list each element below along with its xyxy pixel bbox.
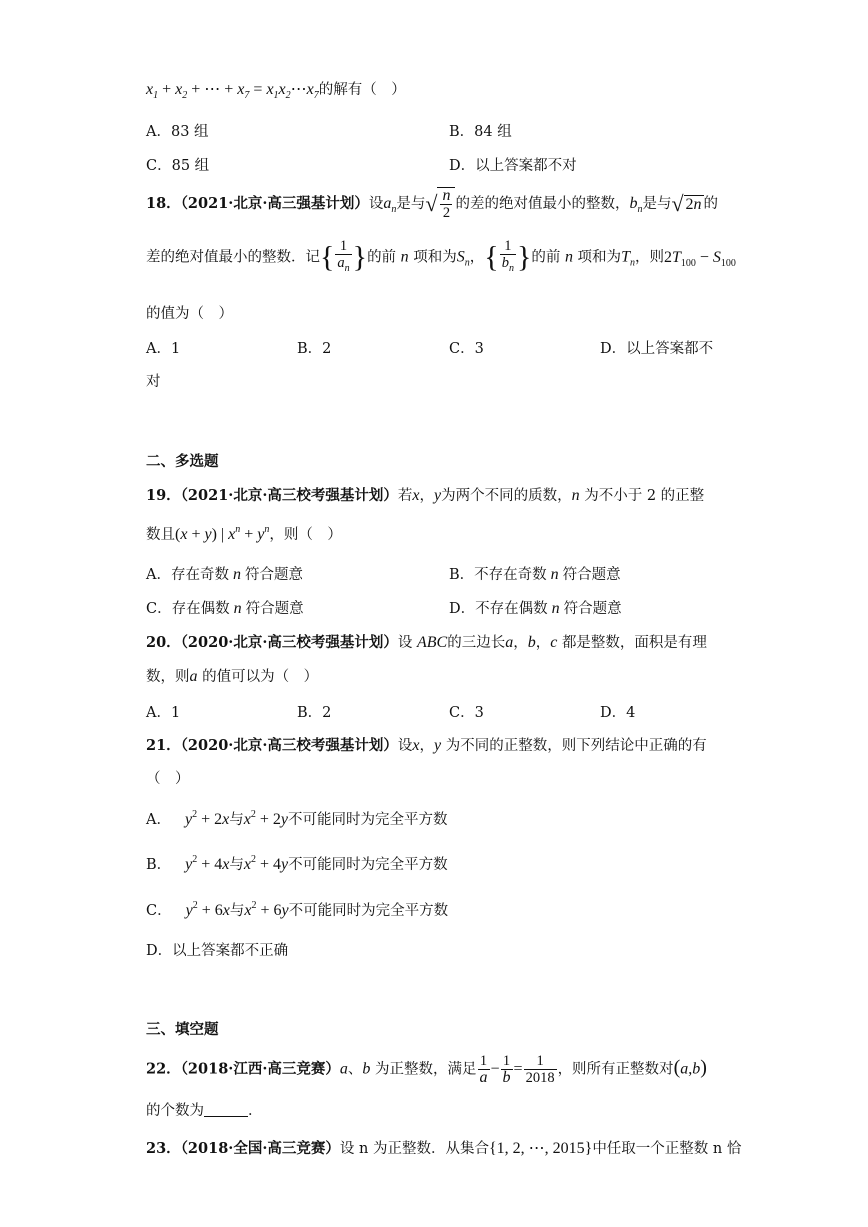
q20-option-d[interactable]: D．4 — [600, 705, 636, 721]
answer-blank[interactable] — [204, 1116, 248, 1117]
q22-stem-line2: 的个数为 ． — [146, 1103, 263, 1119]
q18-source: （2021·北京·高三强基计划） — [180, 195, 369, 212]
q20-stem-line1: 20．（2020·北京·高三校考强基计划）设 ABC的三边长a，b，c 都是整数，面积是有理 — [146, 634, 707, 651]
q20-source: （2020·北京·高三校考强基计划） — [180, 634, 398, 651]
q19-stem-line1: 19．（2021·北京·高三校考强基计划）若x，y为两个不同的质数，n 为不小于 2 的正整 — [146, 487, 705, 504]
q20-option-a[interactable]: A．1 — [146, 705, 181, 721]
q21-number: 21． — [146, 737, 181, 754]
q18-option-d-wrap: 对 — [146, 374, 161, 390]
q22-year: 2018 — [525, 1070, 555, 1086]
q17-equation: $x_1 + x_2$ + ⋯ + $x_7$ = $x_1x_2\cdots x_7$ — [146, 81, 319, 101]
section-multiple-choice-heading: 二、多选题 — [146, 453, 219, 470]
q21-option-b[interactable]: B． $y^2 + 4x$与$x^2 + 4y$不可能同时为完全平方数 — [146, 854, 448, 873]
q23-number: 23． — [146, 1140, 181, 1157]
q21-option-a[interactable]: A． $y^2 + 2x$与$x^2 + 2y$不可能同时为完全平方数 — [146, 809, 448, 828]
section-fill-blank-heading: 三、填空题 — [146, 1021, 219, 1038]
q21-stem-line1: 21．（2020·北京·高三校考强基计划）设x，y 为不同的正整数，则下列结论中正确的有 — [146, 737, 707, 754]
q19-stem-line2: 数且(x + y) | $x^n + y^n$，则（ ） — [146, 524, 342, 543]
q18-option-d[interactable]: D．以上答案都不 — [600, 341, 714, 357]
q19-source: （2021·北京·高三校考强基计划） — [180, 487, 398, 504]
q19-number: 19． — [146, 487, 181, 504]
q22-stem-line1: 22．（2018·江西·高三竞赛）a、b 为正整数，满足 $\frac{1}{a}$ − $\frac{1}{b}$ = $\frac{1}{2018}$ ，则所有正整数对(a,b) — [146, 1053, 707, 1086]
q23-source: （2018·全国·高三竞赛） — [180, 1140, 340, 1157]
q18-stem-line3: 的值为（ ） — [146, 306, 233, 322]
q17-option-c[interactable]: C．85 组 — [146, 158, 210, 174]
q22-source: （2018·江西·高三竞赛） — [180, 1060, 340, 1078]
q18-option-b[interactable]: B．2 — [297, 341, 332, 357]
q21-source: （2020·北京·高三校考强基计划） — [180, 737, 398, 754]
q17-stem-line: $x_1 + x_2$ + ⋯ + $x_7$ = $x_1x_2\cdots x_7$的解有（ ） — [146, 81, 406, 101]
q21-option-d[interactable]: D．以上答案都不正确 — [146, 943, 289, 959]
q21-option-c[interactable]: C． $y^2 + 6x$与$x^2 + 6y$不可能同时为完全平方数 — [146, 900, 449, 919]
q18-option-c[interactable]: C．3 — [449, 341, 484, 357]
q17-option-b[interactable]: B．84 组 — [449, 124, 512, 140]
q18-stem-line1: 18．（2021·北京·高三强基计划）设$a_n$是与√ $\frac{n}{2}$ 的差的绝对值最小的整数，$b_n$是与√ 2n 的 — [146, 187, 719, 221]
q19-option-b[interactable]: B．不存在奇数 n 符合题意 — [449, 566, 621, 583]
q17-option-d[interactable]: D．以上答案都不对 — [449, 158, 577, 174]
q19-option-c[interactable]: C．存在偶数 n 符合题意 — [146, 600, 304, 617]
q20-number: 20． — [146, 634, 181, 651]
q23-stem-line1: 23．（2018·全国·高三竞赛）设 n 为正整数．从集合{1, 2, ⋯, 2015}中任取一个正整数 n 恰 — [146, 1140, 742, 1157]
q20-option-c[interactable]: C．3 — [449, 705, 484, 721]
sqrt-2n: √ 2n — [671, 191, 702, 216]
q18-number: 18． — [146, 195, 181, 212]
q19-option-d[interactable]: D．不存在偶数 n 符合题意 — [449, 600, 622, 617]
q20-option-b[interactable]: B．2 — [297, 705, 332, 721]
q23-set: {1, 2, ⋯, 2015} — [488, 1140, 593, 1157]
q22-number: 22． — [146, 1060, 181, 1078]
q18-stem-line2: 差的绝对值最小的整数．记{ $\frac{1}{a_n}$ }的前 n 项和为$S_n$，{ $\frac{1}{b_n}$ }的前 n 项和为$T_n$，则$2T_{100} - S_{100}$ — [146, 238, 736, 274]
sqrt-n-over-2: √ $\frac{n}{2}$ — [425, 187, 455, 221]
q21-stem-line2: （ ） — [146, 771, 190, 787]
q18-option-a[interactable]: A．1 — [146, 341, 181, 357]
q19-option-a[interactable]: A．存在奇数 n 符合题意 — [146, 566, 303, 583]
q17-option-a[interactable]: A．83 组 — [146, 124, 209, 140]
q20-stem-line2: 数，则a 的值可以为（ ） — [146, 668, 319, 685]
